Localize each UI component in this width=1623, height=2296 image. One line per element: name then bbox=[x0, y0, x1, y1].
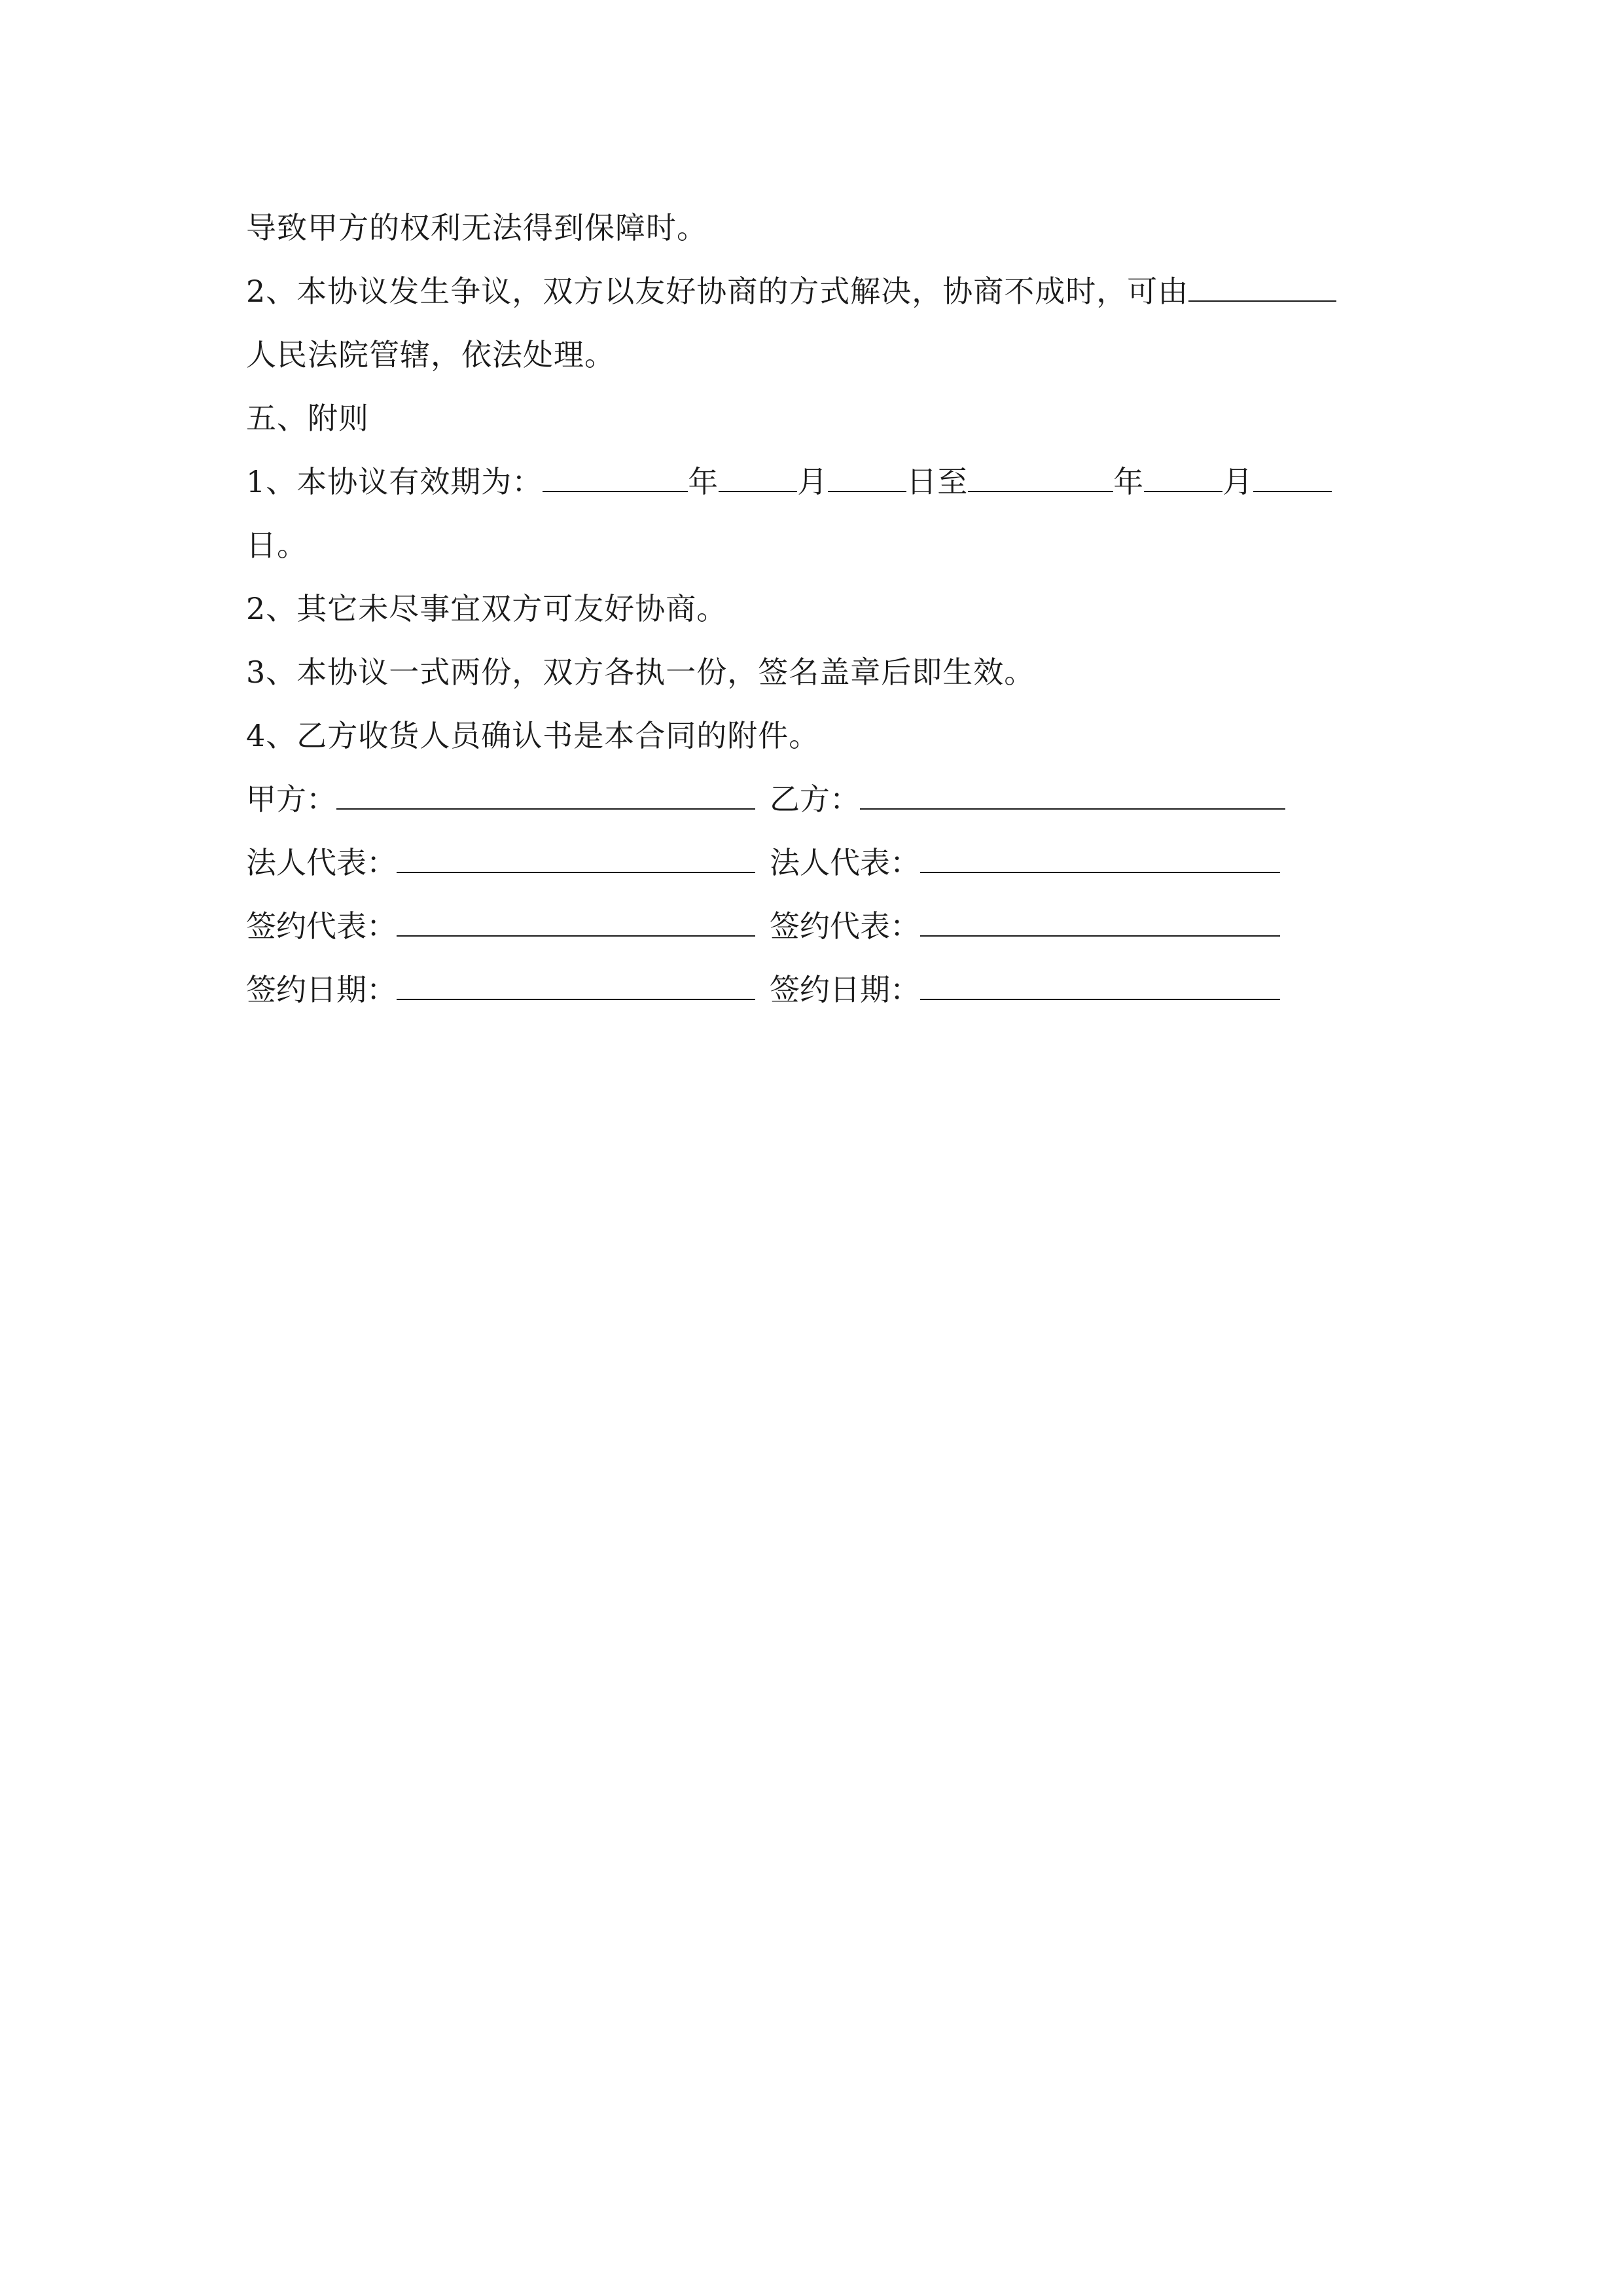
end-month-blank[interactable] bbox=[1144, 450, 1222, 492]
signing-rep-b-label: 签约代表： bbox=[770, 908, 920, 944]
clause-court bbox=[246, 323, 1378, 387]
clause-text: 4、乙方收货人员确认书是本合同的附件。 bbox=[246, 718, 820, 753]
signing-rep-b-blank[interactable] bbox=[920, 895, 1280, 937]
start-year-blank[interactable] bbox=[543, 450, 688, 492]
clause-dispute bbox=[246, 260, 1378, 323]
party-b-field bbox=[770, 768, 1285, 831]
clause-copies bbox=[246, 641, 1378, 704]
signature-row-signing-rep bbox=[246, 895, 1378, 958]
clause-text: 2、本协议发生争议，双方以友好协商的方式解决，协商不成时，可由 bbox=[246, 274, 1189, 309]
signature-row-legal-rep bbox=[246, 831, 1378, 895]
clause-text: 导致甲方的权利无法得到保障时。 bbox=[246, 210, 707, 245]
party-b-label: 乙方： bbox=[770, 781, 860, 817]
legal-rep-a-blank[interactable] bbox=[397, 831, 755, 873]
legal-rep-a-field bbox=[246, 831, 755, 895]
day-to-label: 日至 bbox=[906, 464, 969, 499]
year-label: 年 bbox=[688, 464, 719, 499]
legal-rep-b-blank[interactable] bbox=[920, 831, 1280, 873]
end-day-blank[interactable] bbox=[1253, 450, 1332, 492]
clause-attachment bbox=[246, 704, 1378, 768]
signing-date-b-label: 签约日期： bbox=[770, 972, 920, 1007]
legal-rep-b-field bbox=[770, 831, 1280, 895]
clause-validity-end bbox=[246, 514, 1378, 577]
document-body bbox=[246, 196, 1378, 1022]
signing-rep-a-field bbox=[246, 895, 755, 958]
section-heading bbox=[246, 387, 1378, 450]
month-label: 月 bbox=[797, 464, 829, 499]
party-a-blank[interactable] bbox=[336, 768, 755, 810]
clause-text: 2、其它未尽事宜双方可友好协商。 bbox=[246, 591, 728, 626]
signature-row-date bbox=[246, 958, 1378, 1022]
signing-rep-b-field bbox=[770, 895, 1280, 958]
clause-text: 1、本协议有效期为： bbox=[246, 464, 543, 499]
legal-rep-b-label: 法人代表： bbox=[770, 845, 920, 880]
signing-date-a-field bbox=[246, 958, 755, 1022]
section-title: 五、附则 bbox=[246, 401, 369, 436]
signing-date-b-blank[interactable] bbox=[920, 958, 1280, 1000]
signing-rep-a-label: 签约代表： bbox=[246, 908, 397, 944]
month-label: 月 bbox=[1222, 464, 1254, 499]
party-a-field bbox=[246, 768, 755, 831]
party-b-blank[interactable] bbox=[860, 768, 1285, 810]
clause-line-1 bbox=[246, 196, 1378, 260]
clause-validity bbox=[246, 450, 1378, 514]
signing-date-a-blank[interactable] bbox=[397, 958, 755, 1000]
party-a-label: 甲方： bbox=[246, 781, 336, 817]
clause-text: 人民法院管辖，依法处理。 bbox=[246, 337, 615, 372]
signing-rep-a-blank[interactable] bbox=[397, 895, 755, 937]
legal-rep-a-label: 法人代表： bbox=[246, 845, 397, 880]
start-month-blank[interactable] bbox=[719, 450, 797, 492]
signing-date-b-field bbox=[770, 958, 1280, 1022]
signing-date-a-label: 签约日期： bbox=[246, 972, 397, 1007]
clause-text: 日。 bbox=[246, 528, 308, 563]
year-label: 年 bbox=[1113, 464, 1145, 499]
signature-row-party bbox=[246, 768, 1378, 831]
start-day-blank[interactable] bbox=[828, 450, 906, 492]
court-blank[interactable] bbox=[1188, 260, 1336, 302]
clause-other bbox=[246, 577, 1378, 641]
clause-text: 3、本协议一式两份，双方各执一份，签名盖章后即生效。 bbox=[246, 655, 1035, 690]
end-year-blank[interactable] bbox=[968, 450, 1113, 492]
